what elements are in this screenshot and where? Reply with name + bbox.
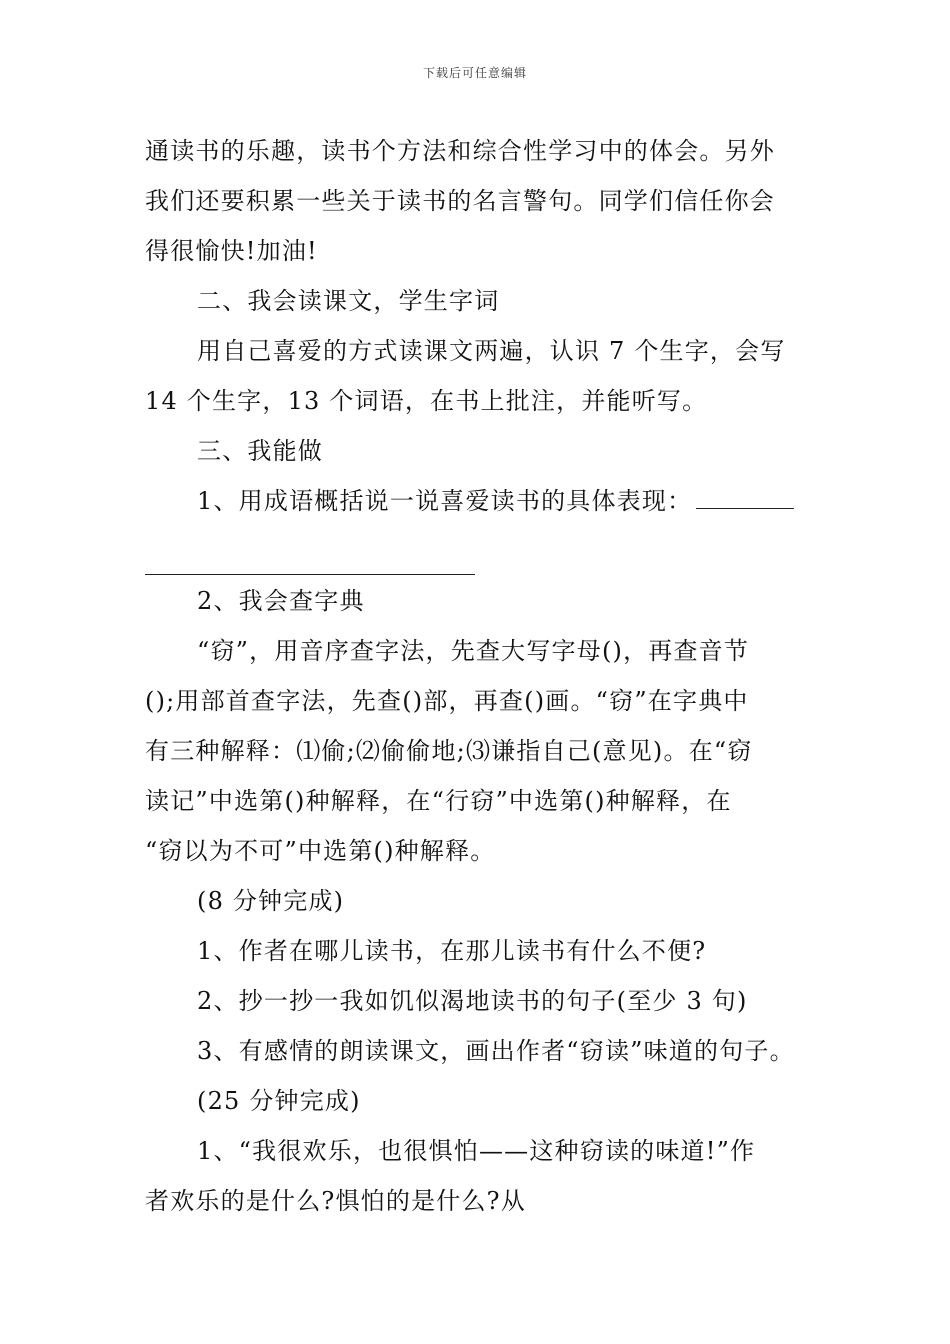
- task-item: 3、有感情的朗读课文，画出作者“窃读”味道的句子。: [197, 1037, 795, 1065]
- dictionary-paragraph-line: “窃以为不可”中选第()种解释。: [145, 837, 496, 865]
- dictionary-paragraph-line: 有三种解释：⑴偷;⑵偷偷地;⑶谦指自己(意见)。在“窃: [145, 737, 753, 765]
- time-note: (8 分钟完成): [197, 887, 345, 915]
- time-note: (25 分钟完成): [197, 1087, 361, 1115]
- paragraph-line: 我们还要积累一些关于读书的名言警句。同学们信任你会: [145, 187, 775, 215]
- question-1-text: 1、用成语概括说一说喜爱读书的具体表现：: [197, 487, 693, 515]
- section-heading-2: 二、我会读课文，学生字词: [197, 287, 500, 315]
- question-1: [145, 476, 807, 526]
- paragraph-line: 14 个生字，13 个词语，在书上批注，并能听写。: [145, 387, 708, 415]
- task-item: 1、作者在哪儿读书，在那儿读书有什么不便?: [197, 937, 707, 965]
- answer-blank-row: [145, 526, 807, 576]
- answer-blank: [696, 494, 794, 509]
- page-header: 下载后可任意编辑: [422, 66, 527, 80]
- task-item: 2、抄一抄一我如饥似渴地读书的句子(至少 3 句): [197, 987, 748, 1015]
- final-question-line: 1、“我很欢乐，也很惧怕——这种窃读的味道!”作: [197, 1137, 756, 1165]
- dictionary-paragraph-line: ();用部首查字法，先查()部，再查()画。“窃”在字典中: [145, 687, 749, 715]
- final-question-line: 者欢乐的是什么?惧怕的是什么?从: [145, 1187, 526, 1215]
- dictionary-paragraph-line: “窃”，用音序查字法，先查大写字母()，再查音节: [197, 637, 750, 665]
- answer-blank: [145, 560, 475, 575]
- dictionary-paragraph-line: 读记”中选第()种解释，在“行窃”中选第()种解释，在: [145, 787, 732, 815]
- question-2: 2、我会查字典: [197, 587, 365, 615]
- paragraph-line: 得很愉快!加油!: [145, 237, 318, 265]
- paragraph-line: 通读书的乐趣，读书个方法和综合性学习中的体会。另外: [145, 137, 775, 165]
- paragraph-line: 用自己喜爱的方式读课文两遍，认识 7 个生字，会写: [197, 337, 786, 365]
- section-heading-3: 三、我能做: [197, 437, 323, 465]
- document-body: [145, 126, 807, 1226]
